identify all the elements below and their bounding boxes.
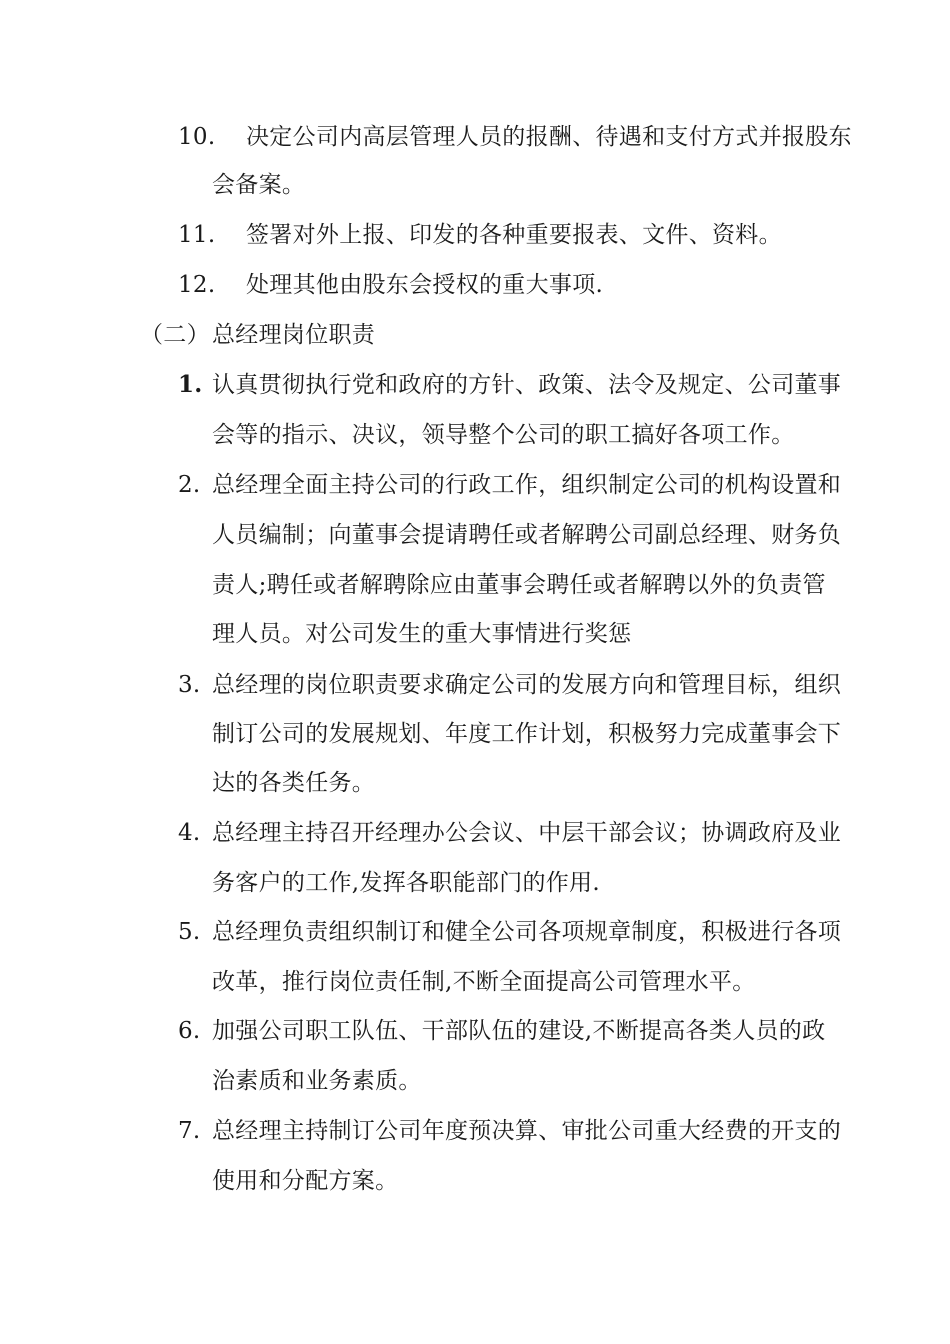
duty-number: 6.	[178, 1018, 201, 1044]
duty-item-5-continuation	[0, 967, 950, 997]
duty-item-3-continuation	[0, 719, 950, 749]
list-item-10-continuation	[0, 170, 950, 200]
duty-number: 3.	[178, 672, 201, 698]
list-item-10	[0, 122, 950, 152]
duty-text-continuation: 理人员。对公司发生的重大事情进行奖惩	[212, 621, 632, 647]
duty-item-3-continuation	[0, 768, 950, 798]
duty-item-1	[0, 370, 950, 400]
duty-number: 7.	[178, 1118, 201, 1144]
duty-text: 加强公司职工队伍、干部队伍的建设,不断提高各类人员的政	[212, 1018, 826, 1044]
duty-item-6	[0, 1016, 950, 1046]
duty-number: 4.	[178, 820, 201, 846]
duty-number: 1.	[178, 371, 203, 398]
duty-text-continuation: 务客户的工作,发挥各职能部门的作用.	[212, 870, 601, 896]
duty-item-7-continuation	[0, 1166, 950, 1196]
section-title: 总经理岗位职责	[212, 322, 376, 348]
duty-item-5	[0, 917, 950, 947]
duty-number: 5.	[178, 919, 201, 945]
duty-item-4-continuation	[0, 868, 950, 898]
list-text: 签署对外上报、印发的各种重要报表、文件、资料。	[246, 222, 782, 248]
duty-item-4	[0, 818, 950, 848]
list-number: 12.	[178, 272, 216, 298]
duty-item-3	[0, 670, 950, 700]
duty-item-2-continuation	[0, 520, 950, 550]
duty-text-continuation: 会等的指示、决议，领导整个公司的职工搞好各项工作。	[212, 422, 795, 448]
duty-text: 认真贯彻执行党和政府的方针、政策、法令及规定、公司董事	[212, 372, 842, 398]
duty-item-7	[0, 1116, 950, 1146]
list-item-11	[0, 220, 950, 250]
duty-text-continuation: 使用和分配方案。	[212, 1168, 399, 1194]
duty-text: 总经理负责组织制订和健全公司各项规章制度，积极进行各项	[212, 919, 842, 945]
list-text: 决定公司内高层管理人员的报酬、待遇和支付方式并报股东	[246, 124, 852, 150]
list-number: 11.	[178, 222, 216, 248]
duty-text: 总经理的岗位职责要求确定公司的发展方向和管理目标，组织	[212, 672, 842, 698]
duty-item-6-continuation	[0, 1066, 950, 1096]
duty-text-continuation: 制订公司的发展规划、年度工作计划，积极努力完成董事会下	[212, 721, 842, 747]
duty-item-2-continuation	[0, 570, 950, 600]
duty-text-continuation: 改革，推行岗位责任制,不断全面提高公司管理水平。	[212, 969, 756, 995]
duty-text-continuation: 人员编制；向董事会提请聘任或者解聘公司副总经理、财务负	[212, 522, 842, 548]
list-text: 处理其他由股东会授权的重大事项.	[246, 272, 604, 298]
duty-text-continuation: 责人;聘任或者解聘除应由董事会聘任或者解聘以外的负责管	[212, 572, 826, 598]
list-number: 10.	[178, 124, 216, 150]
duty-text: 总经理主持制订公司年度预决算、审批公司重大经费的开支的	[212, 1118, 842, 1144]
section-marker: （二）	[140, 322, 210, 348]
duty-text-continuation: 达的各类任务。	[212, 770, 376, 796]
duty-number: 2.	[178, 472, 201, 498]
section-heading	[0, 320, 950, 350]
list-text-continuation: 会备案。	[212, 172, 306, 198]
duty-text: 总经理主持召开经理办公会议、中层干部会议；协调政府及业	[212, 820, 842, 846]
duty-item-2-continuation	[0, 619, 950, 649]
list-item-12	[0, 270, 950, 300]
duty-text: 总经理全面主持公司的行政工作，组织制定公司的机构设置和	[212, 472, 842, 498]
duty-item-1-continuation	[0, 420, 950, 450]
duty-text-continuation: 治素质和业务素质。	[212, 1068, 422, 1094]
duty-item-2	[0, 470, 950, 500]
